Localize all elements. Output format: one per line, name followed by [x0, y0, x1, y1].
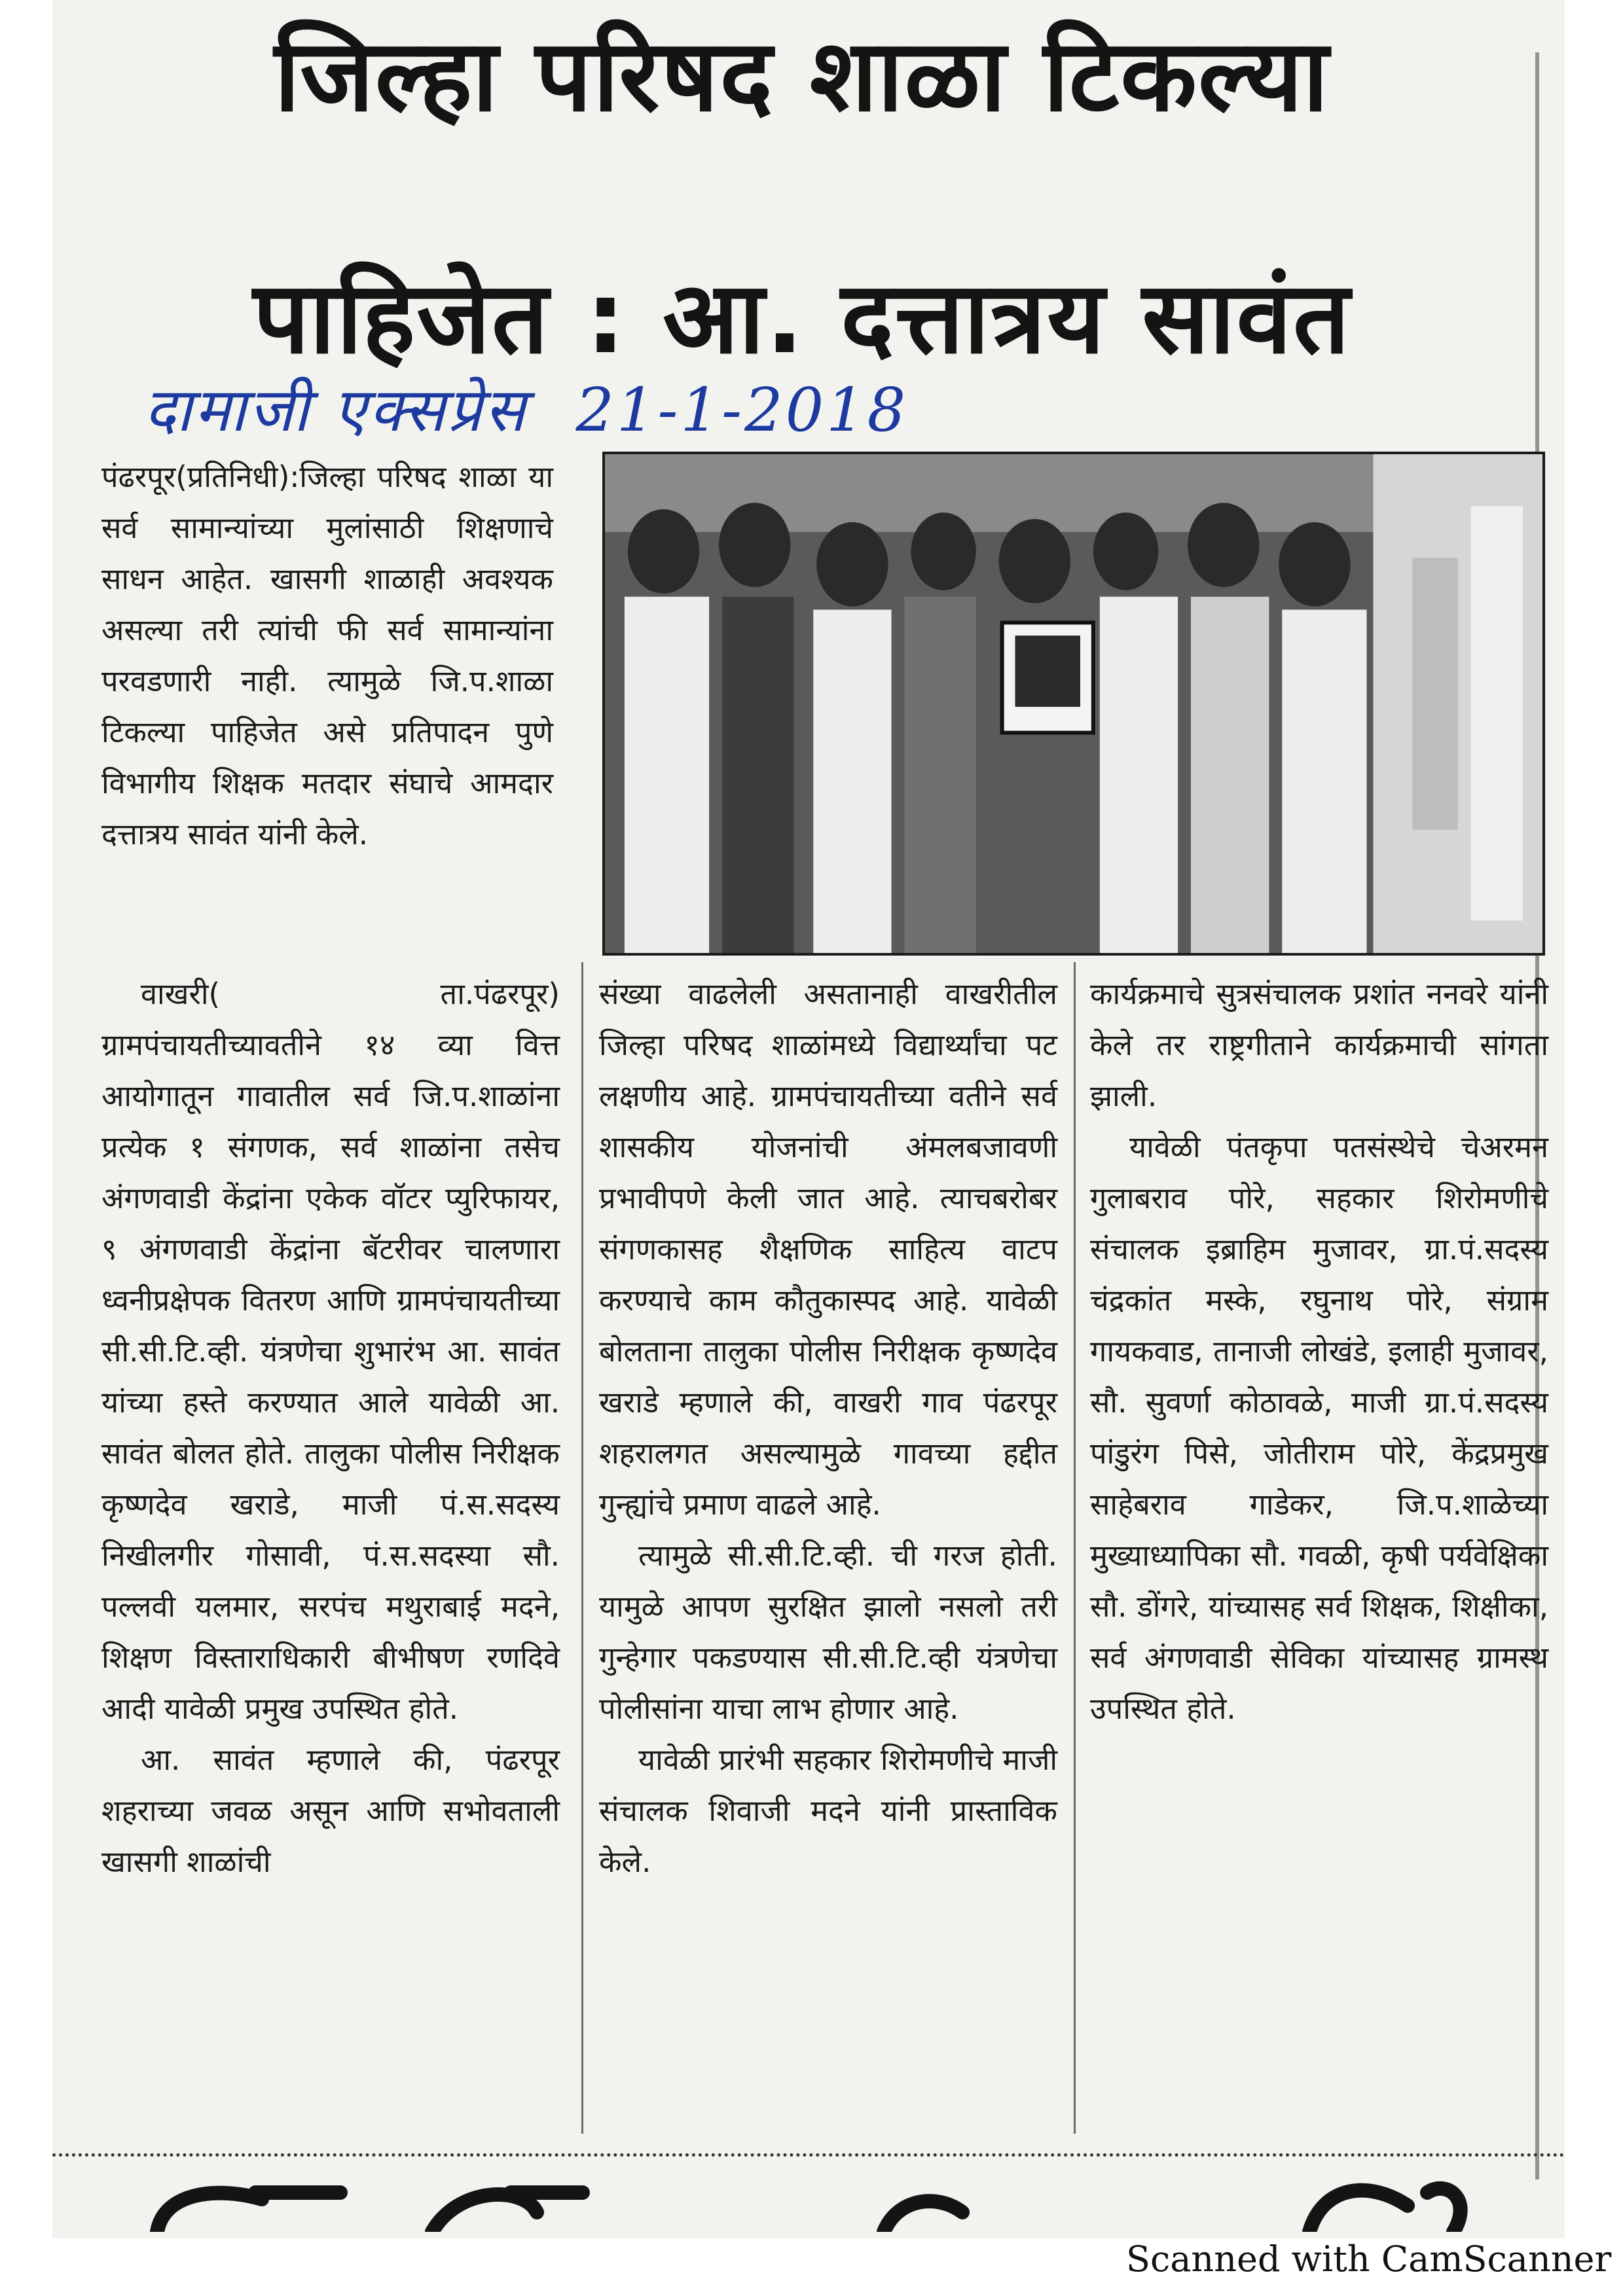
article-intro-column — [101, 452, 553, 860]
column-3-paragraph-1: कार्यक्रमाचे सुत्रसंचालक प्रशांत ननवरे यांनी केले तर राष्ट्रगीताने कार्यक्रमाची सांगता झाली. — [1090, 977, 1548, 1113]
next-article-headline-fragment — [65, 2173, 1552, 2232]
handwritten-annotation — [144, 367, 934, 448]
column-2-paragraph-1: संख्या वाढलेली असतानाही वाखरीतील जिल्हा परिषद शाळांमध्ये विद्यार्थ्यांचा पट लक्षणीय आहे. ग्रामपंचायतीच्या वतीने सर्व शासकीय योजनांची अंमलबजावणी प्रभावीपणे केली जात आहे. त्याचबरोबर संगणकासह शैक्षणिक साहित्य वाटप करण्याचे काम कौतुकास्पद आहे. यावेळी बोलताना तालुका पोलीस निरीक्षक कृष्णदेव खराडे म्हणाले की, वाखरी गाव पंढरपूर शहरालगत असल्यामुळे गावच्या हद्दीत गुन्ह्यांचे प्रमाण वाढले आहे. — [599, 977, 1057, 1522]
column-2-paragraph-3: यावेळी प्रारंभी सहकार शिरोमणीचे माजी संचालक शिवाजी मदने यांनी प्रास्ताविक केले. — [599, 1742, 1057, 1879]
bottom-dotted-rule — [52, 2153, 1565, 2157]
column-divider-2 — [1074, 962, 1076, 2134]
headline-line-2: पाहिजेत : आ. दत्तात्रय सावंत — [253, 260, 1351, 376]
column-2-paragraph-2: त्यामुळे सी.सी.टि.व्ही. ची गरज होती. यामुळे आपण सुरक्षित झालो नसलो तरी गुन्हेगार पकडण्यास सी.सी.टि.व्ही यंत्रणेचा पोलीसांना याचा लाभ होणार आहे. — [599, 1538, 1057, 1726]
handwritten-date: 21-1-2018 — [575, 375, 909, 445]
handwritten-source: दामाजी एक्सप्रेस — [144, 375, 528, 445]
article-column-1 — [101, 969, 560, 1888]
headline-line-1: जिल्हा परिषद शाळा टिकल्या — [274, 18, 1330, 134]
photo-illustration — [605, 454, 1542, 953]
column-1-paragraph-2: आ. सावंत म्हणाले की, पंढरपूर शहराच्या जवळ असून आणि सभोवताली खासगी शाळांची — [101, 1742, 560, 1879]
event-photo — [602, 452, 1545, 956]
article-intro: पंढरपूर(प्रतिनिधी):जिल्हा परिषद शाळा या सर्व सामान्यांच्या मुलांसाठी शिक्षणाचे साधन आहेत. खासगी शाळाही अवश्यक असल्या तरी त्यांची फी सर्व सामान्यांना परवडणारी नाही. त्यामुळे जि.प.शाळा टिकल्या पाहिजेत असे प्रतिपादन पुणे विभागीय शिक्षक मतदार संघाचे आमदार दत्तात्रय सावंत यांनी केले. — [101, 459, 553, 852]
column-1-paragraph-1: वाखरी( ता.पंढरपूर) ग्रामपंचायतीच्यावतीने १४ व्या वित्त आयोगातून गावातील सर्व जि.प.शाळांना प्रत्येक १ संगणक, सर्व शाळांना तसेच अंगणवाडी केंद्रांना एकेक वॉटर प्युरिफायर, ९ अंगणवाडी केंद्रांना बॅटरीवर चालणारा ध्वनीप्रक्षेपक वितरण आणि ग्रामपंचायतीच्या सी.सी.टि.व्ही. यंत्रणेचा शुभारंभ आ. सावंत यांच्या हस्ते करण्यात आले यावेळी आ. सावंत बोलत होते. तालुका पोलीस निरीक्षक कृष्णदेव खराडे, माजी पं.स.सदस्य निखीलगीर गोसावी, पं.स.सदस्या सौ. पल्लवी यलमार, सरपंच मथुराबाई मदने, शिक्षण विस्ताराधिकारी बीभीषण रणदिवे आदी यावेळी प्रमुख उपस्थित होते. — [101, 977, 560, 1726]
column-divider-1 — [581, 962, 583, 2134]
cut-headline-strokes — [65, 2173, 1552, 2232]
article-column-3 — [1090, 969, 1548, 1734]
article-column-2 — [599, 969, 1057, 1888]
scanner-watermark: Scanned with CamScanner — [1126, 2238, 1612, 2280]
column-3-paragraph-2: यावेळी पंतकृपा पतसंस्थेचे चेअरमन गुलाबराव पोरे, सहकार शिरोमणीचे संचालक इब्राहिम मुजावर, ग्रा.पं.सदस्य चंद्रकांत मस्के, रघुनाथ पोरे, संग्राम गायकवाड, तानाजी लोखंडे, इलाही मुजावर, सौ. सुवर्णा कोठावळे, माजी ग्रा.पं.सदस्य पांडुरंग पिसे, जोतीराम पोरे, केंद्रप्रमुख साहेबराव गाडेकर, जि.प.शाळेच्या मुख्याध्यापिका सौ. गवळी, कृषी पर्यवेक्षिका सौ. डोंगरे, यांच्यासह सर्व शिक्षक, शिक्षीका, सर्व अंगणवाडी सेविका यांच्यासह ग्रामस्थ उपस्थित होते. — [1090, 1130, 1548, 1726]
